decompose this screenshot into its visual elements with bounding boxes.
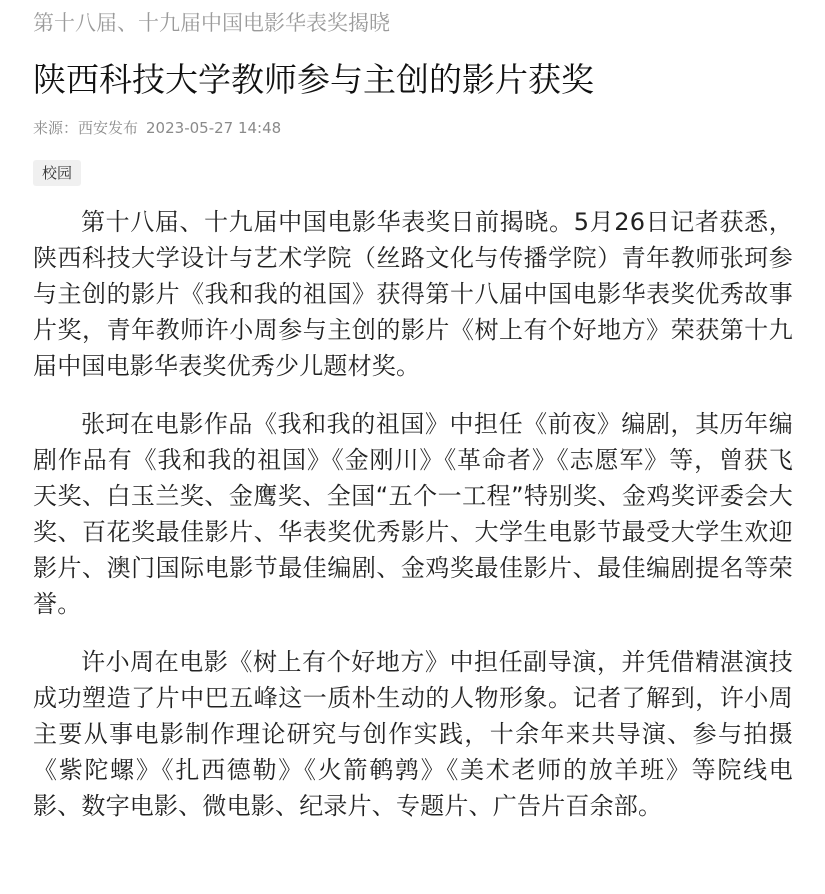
category-tag[interactable]: 校园 — [33, 160, 81, 186]
article — [33, 0, 793, 846]
body-paragraph: 许小周在电影《树上有个好地方》中担任副导演，并凭借精湛演技成功塑造了片中巴五峰这一质朴生动的人物形象。记者了解到，许小周主要从事电影制作理论研究与创作实践，十余年来共导演、参与拍摄《紫陀螺》《扎西德勒》《火箭鹌鹑》《美术老师的放羊班》等院线电影、数字电影、微电影、纪录片、专题片、广告片百余部。 — [33, 648, 793, 820]
article-timestamp: 2023-05-27 14:48 — [146, 119, 282, 137]
article-body — [33, 204, 793, 824]
body-paragraph: 张珂在电影作品《我和我的祖国》中担任《前夜》编剧，其历年编剧作品有《我和我的祖国》《金刚川》《革命者》《志愿军》等，曾获飞天奖、白玉兰奖、金鹰奖、全国“五个一工程”特别奖、金鸡奖评委会大奖、百花奖最佳影片、华表奖优秀影片、大学生电影节最受大学生欢迎影片、澳门国际电影节最佳编剧、金鸡奖最佳影片、最佳编剧提名等荣誉。 — [33, 410, 793, 618]
article-meta — [33, 116, 793, 140]
article-title: 陕西科技大学教师参与主创的影片获奖 — [33, 60, 594, 99]
body-paragraph: 第十八届、十九届中国电影华表奖日前揭晓。5月26日记者获悉，陕西科技大学设计与艺术学院（丝路文化与传播学院）青年教师张珂参与主创的影片《我和我的祖国》获得第十八届中国电影华表奖优秀故事片奖，青年教师许小周参与主创的影片《树上有个好地方》荣获第十九届中国电影华表奖优秀少儿题材奖。 — [33, 208, 793, 380]
article-source: 来源：西安发布 — [33, 119, 139, 137]
article-subtitle: 第十八届、十九届中国电影华表奖揭晓 — [33, 11, 390, 35]
